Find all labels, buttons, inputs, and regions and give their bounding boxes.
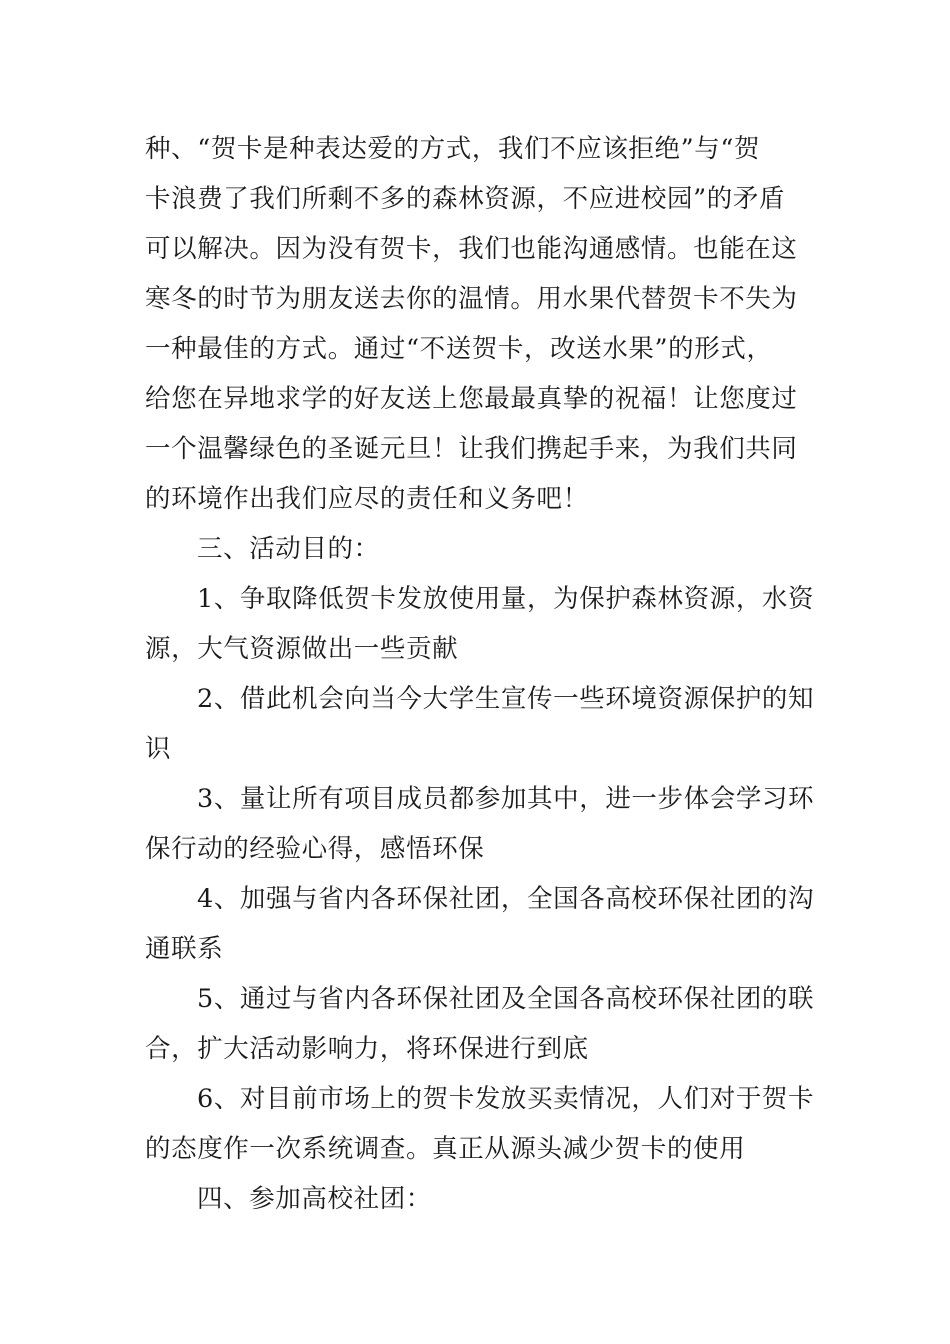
section-four-heading xyxy=(145,1174,815,1224)
text-line: 合，扩大活动影响力，将环保进行到底 xyxy=(145,1034,589,1064)
text-line: 2、借此机会向当今大学生宣传一些环境资源保护的知 xyxy=(197,684,815,714)
text-line: 识 xyxy=(145,734,172,764)
text-line: 4、加强与省内各环保社团，全国各高校环保社团的沟 xyxy=(197,884,815,914)
goal-item-5 xyxy=(145,974,815,1074)
text-line: 的态度作一次系统调查。真正从源头减少贺卡的使用 xyxy=(145,1134,746,1164)
goal-item-3 xyxy=(145,774,815,874)
goal-item-6 xyxy=(145,1074,815,1174)
text-line: 一种最佳的方式。通过“不送贺卡，改送水果”的形式， xyxy=(145,334,773,364)
text-line: 保行动的经验心得，感悟环保 xyxy=(145,834,485,864)
text-line: 通联系 xyxy=(145,934,224,964)
text-line: 可以解决。因为没有贺卡，我们也能沟通感情。也能在这 xyxy=(145,234,798,264)
document-body xyxy=(145,124,815,1224)
text-line: 6、对目前市场上的贺卡发放买卖情况，人们对于贺卡 xyxy=(197,1084,815,1114)
intro-paragraph xyxy=(145,124,815,524)
goal-item-4 xyxy=(145,874,815,974)
goal-item-1 xyxy=(145,574,815,674)
text-line: 寒冬的时节为朋友送去你的温情。用水果代替贺卡不失为 xyxy=(145,284,798,314)
text-line: 5、通过与省内各环保社团及全国各高校环保社团的联 xyxy=(197,984,815,1014)
text-line: 的环境作出我们应尽的责任和义务吧！ xyxy=(145,484,589,514)
text-line: 给您在异地求学的好友送上您最最真挚的祝福！让您度过 xyxy=(145,384,798,414)
text-line: 3、量让所有项目成员都参加其中，进一步体会学习环 xyxy=(197,784,815,814)
section-three-heading xyxy=(145,524,815,574)
text-line: 种、“贺卡是种表达爱的方式，我们不应该拒绝”与“贺 xyxy=(145,134,761,164)
heading-text: 三、活动目的： xyxy=(197,534,380,564)
text-line: 源，大气资源做出一些贡献 xyxy=(145,634,459,664)
heading-text: 四、参加高校社团： xyxy=(197,1184,432,1214)
text-line: 一个温馨绿色的圣诞元旦！让我们携起手来，为我们共同 xyxy=(145,434,798,464)
text-line: 卡浪费了我们所剩不多的森林资源，不应进校园”的矛盾 xyxy=(145,184,786,214)
goal-item-2 xyxy=(145,674,815,774)
text-line: 1、争取降低贺卡发放使用量，为保护森林资源，水资 xyxy=(197,584,815,614)
